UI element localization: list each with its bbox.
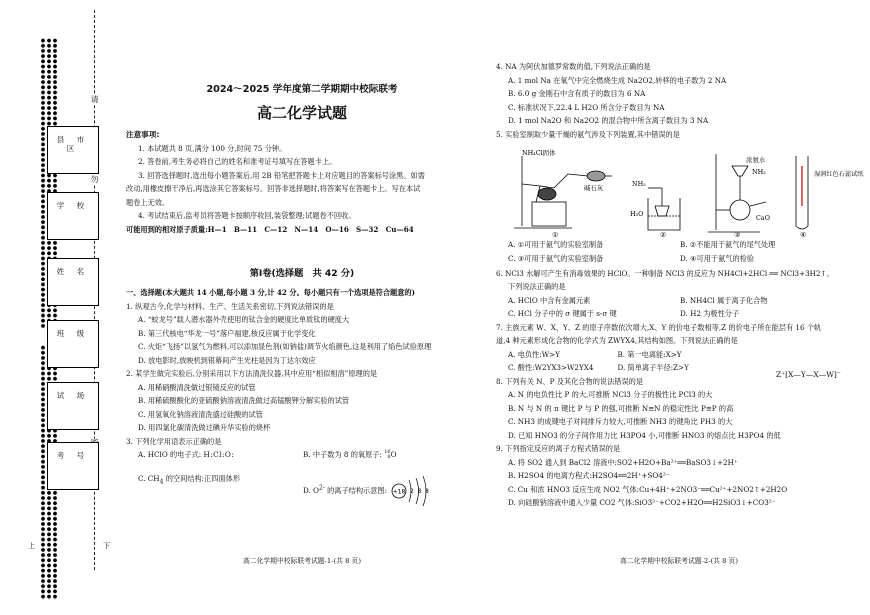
option: D. 用四氯化碳清洗做过碘升华实验的烧杯 (138, 423, 271, 432)
option: D. 向硅酸钠溶液中通入少量 CO2 气体:SiO3²⁻+CO2+H2O══H2SiO3↓+CO3²⁻ (508, 498, 776, 507)
field-label: 班 级 (56, 329, 90, 338)
option-row (496, 309, 864, 318)
part1-title: 第Ⅰ卷(选择题 共 42 分) (249, 268, 355, 279)
option-d: D. $O^{2-}$ 的离子结构示意图: +18 2 8 8 (303, 474, 480, 508)
option: D. 1 mol Na2O 和 Na2O2 的混合物中所含离子数目为 3 NA (508, 116, 709, 125)
field-county[interactable] (47, 126, 99, 174)
binding-char: 请 (90, 95, 99, 104)
side-mark: 上 (28, 542, 35, 550)
question-stem: 6. NCl3 水解可产生有消毒效果的 HClO。一种制备 NCl3 的反应为 NH4Cl+2HCl ══ NCl3+3H2↑。 (496, 268, 834, 278)
option-a: A. HClO 的电子式: H:Cl:O: (138, 450, 235, 459)
question-stem: 1. 纵观古今,化学与材料、生产、生活关系密切,下列说法错误的是 (126, 301, 334, 311)
apparatus-1 (514, 156, 612, 228)
label-cao: CaO (756, 214, 770, 222)
option: D. ④可用于氨气的检验 (680, 253, 755, 263)
option-row (496, 296, 864, 305)
option: C. HCl 分子中的 σ 键属于 s-σ 键 (508, 309, 617, 318)
option: D. 放电影时,放映机到银幕间产生光柱是因为丁达尔效应 (138, 355, 316, 365)
label-litmus: 湿润红色石蕊试纸 (814, 171, 864, 178)
option-c: C. $CH_4$ 的空间结构:正四面体形 (138, 474, 241, 486)
label-3: ③ (734, 231, 741, 239)
note-item: 2. 答卷前,考生务必将自己的姓名和准考证号填写在答题卡上。 (138, 157, 337, 167)
question-stem: 9. 下列指定反应的离子方程式错误的是 (496, 444, 621, 453)
label-1: ① (552, 231, 559, 239)
question-stem: 8. 下列有关 N、P 及其化合物的说法错误的是 (496, 376, 644, 386)
option: B. H2SO4 的电离方程式:H2SO4══2H⁺+SO4²⁻ (508, 471, 670, 480)
label-conc-ammonia: 浓氨水 (746, 156, 766, 164)
label-nh3-b: NH₃ (752, 168, 766, 176)
page-1 (124, 0, 480, 615)
option: C. 火炬“飞扬”以氢气为燃料,可以添加显色剂(如钠盐)调节火焰颜色,这是利用了焰色试验原理 (138, 342, 432, 351)
note-item: 4. 考试结束后,监考员将答题卡按顺序收回,装袋整理;试题卷不回收。 (138, 211, 356, 221)
field-room[interactable] (47, 382, 99, 430)
option: A. N 的电负性比 P 的大,可推断 NCl3 分子的极性比 PCl3 的大 (508, 390, 713, 399)
questions-p1 (126, 288, 480, 513)
exam-name: 2024～2025 学年度第二学期期中校际联考 (206, 84, 398, 95)
apparatus-2 (648, 188, 680, 230)
field-label: 姓 名 (56, 267, 90, 276)
option: B. NH4Cl 属于离子化合物 (680, 295, 768, 305)
question-stem: 2. 某学生做完实验后,分别采用以下方法清洗仪器,其中应用“相似相溶”原理的是 (126, 369, 378, 378)
label-4: ④ (800, 231, 807, 239)
option: D. 简单离子半径:Z>Y (617, 363, 689, 372)
section-instruction: 一、选择题(本大题共 14 小题,每小题 3 分,计 42 分。每小题只有一个选项是符合题意的) (126, 288, 416, 297)
label-nh4cl: NH₄Cl固体 (522, 149, 556, 157)
field-label: 试 场 (56, 391, 90, 400)
option: A. “蛟龙号”载人潜水器外壳使用的钛合金的硬度比单质钛的硬度大 (138, 315, 350, 324)
option: D. 已知 HNO3 的分子间作用力比 H3PO4 小,可推断 HNO3 的熔点比 H3PO4 的低 (508, 430, 781, 440)
option: A. HClO 中含有金属元素 (508, 295, 591, 305)
ion-structure-diagram (389, 474, 433, 508)
option-row (496, 350, 739, 359)
option-row (496, 240, 864, 249)
nucleus-charge: +18 (393, 488, 406, 496)
note-item: 1. 本试题共 8 页,满分 100 分,时间 75 分钟。 (138, 143, 287, 153)
option: C. ③可用于氨气的实验室制备 (508, 253, 604, 263)
option: D. H2 为极性分子 (680, 309, 740, 318)
option: C. 酸性:W2YX3>W2YX4 (508, 363, 594, 372)
page-2 (494, 0, 864, 615)
option: A. ①可用于氨气的实验室制备 (508, 240, 604, 249)
notes-heading: 注意事项: (126, 130, 160, 139)
notes-block (126, 130, 480, 238)
shell-electrons: 8 (417, 488, 422, 495)
field-label: 县 市 区 (56, 135, 90, 154)
question-sub: 下列说法正确的是 (508, 282, 566, 291)
label-h2o: H₂O (630, 210, 644, 218)
label-2: ② (660, 231, 667, 239)
option: B. N 与 N 的 π 键比 P 与 P 的强,可推断 N≡N 的稳定性比 P≡P 的高 (508, 403, 734, 413)
question-stem: 5. 实验室制取少量干燥的氨气涉及下列装置,其中错误的是 (496, 129, 680, 139)
field-label: 学 校 (56, 201, 90, 210)
option: C. 用氢氧化钠溶液清洗盛过硅酸的试管 (138, 409, 263, 419)
field-name[interactable] (47, 258, 99, 306)
option: B. 第三代核电“华龙一号”落户福建,核反应属于化学变化 (138, 328, 316, 338)
apparatus-4 (796, 156, 808, 229)
binding-sidebar (0, 0, 122, 615)
option-row (496, 363, 739, 372)
note-item: 3. 回答选择题时,选出每小题答案后,用 2B 铅笔把答题卡上对应题目的答案标号涂黑。如需 (138, 170, 425, 180)
field-school[interactable] (47, 192, 99, 240)
page-footer: 高二化学期中校际联考试题-2-(共 8 页) (619, 556, 739, 565)
option: B. 用稀硫酸酸化的亚硫酸钠溶液清洗做过高锰酸钾分解实验的试管 (138, 396, 350, 405)
label-nh3: NH₃ (632, 180, 646, 188)
isotope-notation: 16 8O (384, 449, 397, 460)
apparatus-diagram (510, 146, 864, 239)
question-stem: 3. 下列化学用语表示正确的是 (126, 436, 222, 446)
option: C. NH3 的成键电子对间排斥力较大,可推断 NH3 的键角比 PH3 的大 (508, 417, 733, 426)
q7-structure-formula: Z⁺[X—Y—X—W]⁻ (776, 370, 841, 379)
label-soda-lime: 碱石灰 (584, 184, 604, 192)
shell-electrons: 8 (425, 488, 430, 495)
option: B. ②不能用于氨气的尾气处理 (680, 240, 776, 249)
field-exam-number[interactable] (47, 442, 99, 490)
note-item: 题卷上无效。 (126, 197, 170, 207)
option-row (496, 254, 864, 263)
option-b: B. 中子数为 8 的氧原子: 16 8O (303, 449, 397, 460)
atomic-masses: 可能用到的相对原子质量:H—1 B—11 C—12 N—14 O—16 S—32 Cu—64 (126, 224, 414, 234)
questions-p2-top (496, 62, 864, 143)
option: A. 电负性:W>Y (508, 349, 560, 359)
option: B. 6.0 g 金刚石中含有质子的数目为 6 NA (508, 89, 646, 98)
option: A. 1 mol Na 在氧气中完全燃烧生成 Na2O2,转移的电子数为 2 NA (508, 75, 727, 85)
side-mark: 下 (103, 542, 110, 550)
option: B. 第一电离能:X>Y (617, 349, 682, 359)
option: C. Cu 和浓 HNO3 反应生成 NO2 气体:Cu+4H⁺+2NO3⁻══Cu²⁺+2NO2↑+2H2O (508, 484, 788, 494)
question-stem-cont: 道,4 种元素形成化合物的化学式为 ZWYX4,其结构如图。下列说法正确的是 (496, 336, 738, 345)
question-stem: 4. NA 为阿伏加德罗常数的值,下列说法正确的是 (496, 62, 651, 71)
electron-formula: H:Cl:O: (203, 450, 235, 459)
page-footer: 高二化学期中校际联考试题-1-(共 8 页) (242, 556, 362, 565)
field-label: 考 号 (56, 451, 90, 460)
question-stem: 7. 主族元素 W、X、Y、Z 的原子序数依次增大,X、Y 的价电子数相等,Z 的价电子所在能层有 16 个轨 (496, 322, 822, 332)
binding-char: 勿 (90, 175, 99, 184)
option: C. 标准状况下,22.4 L H2O 所含分子数目为 NA (508, 102, 665, 112)
option-row (126, 474, 480, 508)
field-class[interactable] (47, 320, 99, 368)
option: A. 用稀硝酸清洗做过银镜反应的试管 (138, 382, 256, 392)
note-item: 改动,用橡皮擦干净后,再选涂其它答案标号。回答非选择题时,将答案写在答题卡上。写在本试 (126, 184, 421, 194)
page-title: 高二化学试题 (256, 104, 347, 122)
option: A. 将 SO2 通入到 BaCl2 溶液中:SO2+H2O+Ba²⁺══BaSO3↓+2H⁺ (508, 457, 738, 467)
option-row (126, 450, 480, 460)
shell-electrons: 2 (410, 488, 415, 495)
